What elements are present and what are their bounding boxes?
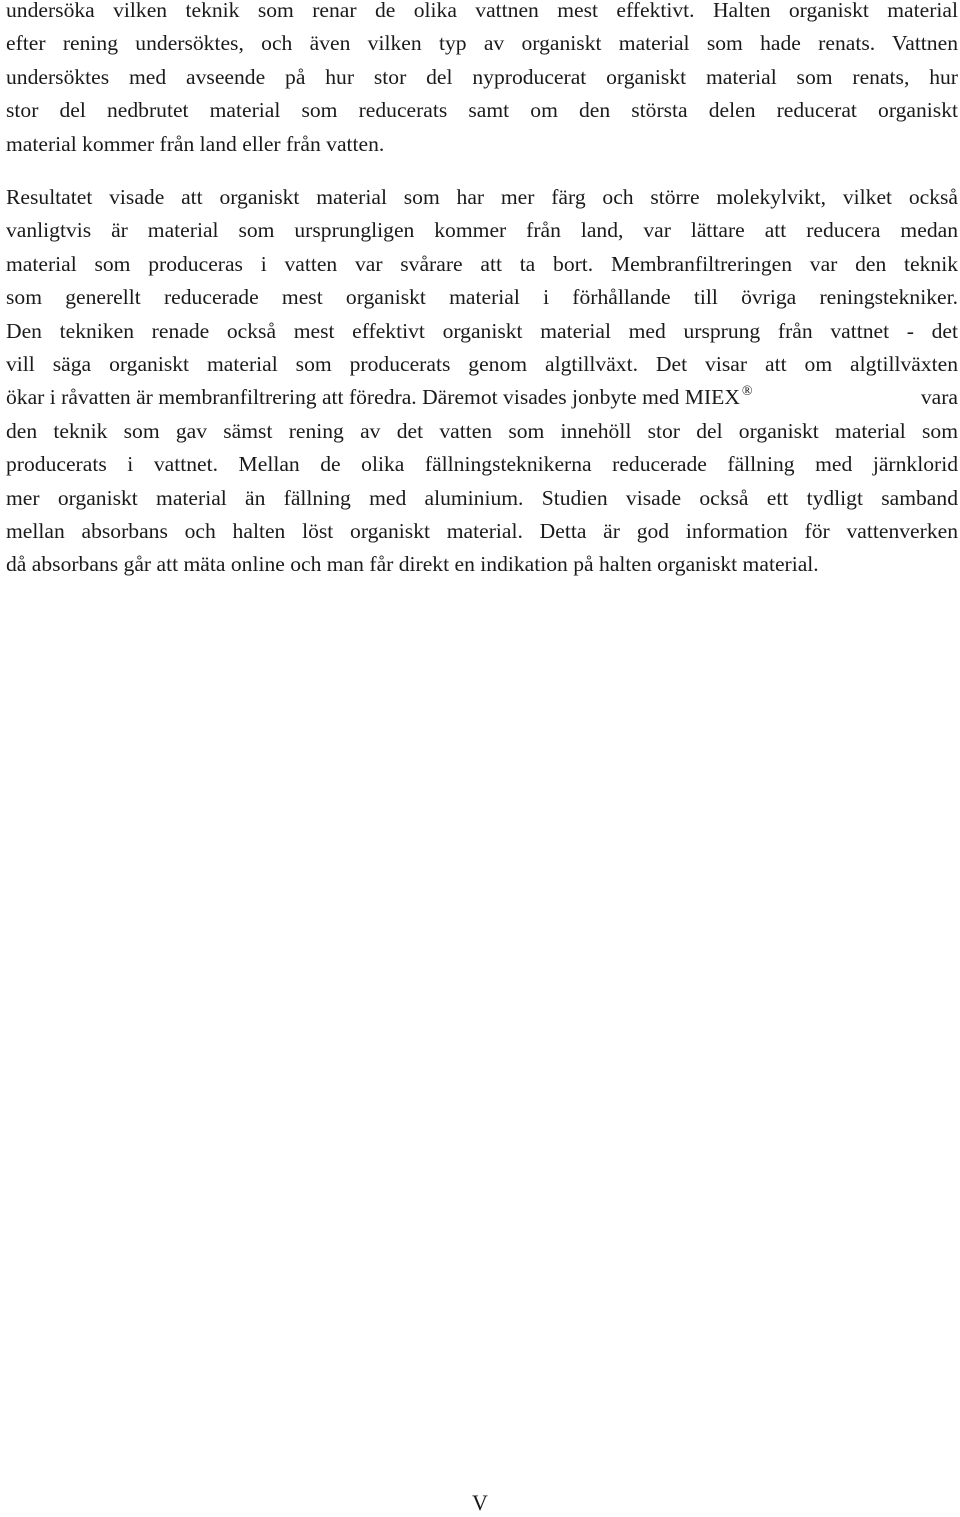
text-fragment: ökar i råvatten är membranfiltrering att föredra. Däremot visades jonbyte med MIEX ® <box>6 384 753 410</box>
text-line: vill säga organiskt material som producerats genom algtillväxt. Det visar att om algtillväxten <box>6 351 958 376</box>
text-line: Den tekniken renade också mest effektivt organiskt material med ursprung från vattnet - det <box>6 318 958 343</box>
text-line: producerats i vattnet. Mellan de olika fällningsteknikerna reducerade fällning med järnklorid <box>6 452 958 477</box>
text-line-miex <box>6 381 958 414</box>
text-line: som generellt reducerade mest organiskt material i förhållande till övriga reningstekniker. <box>6 285 958 310</box>
text-fragment: vara <box>920 385 958 410</box>
paragraph-results <box>6 181 958 582</box>
text-line: Resultatet visade att organiskt material som har mer färg och större molekylvikt, vilket också <box>6 185 958 209</box>
text-line: efter rening undersöktes, och även vilken typ av organiskt material som hade renats. Vattnen <box>6 31 958 56</box>
text-line: material kommer från land eller från vatten. <box>6 131 385 156</box>
text-line: undersöka vilken teknik som renar de olika vattnen mest effektivt. Halten organiskt material <box>6 0 958 22</box>
paragraph-method <box>6 0 958 161</box>
text-line: den teknik som gav sämst rening av det vatten som innehöll stor del organiskt material som <box>6 418 958 443</box>
text-line: mer organiskt material än fällning med aluminium. Studien visade också ett tydligt samband <box>6 485 958 510</box>
page-number: V <box>472 1490 488 1515</box>
text-line: undersöktes med avseende på hur stor del nyproducerat organiskt material som renats, hur <box>6 64 958 89</box>
text-line: mellan absorbans och halten löst organiskt material. Detta är god information för vattenverken <box>6 518 958 543</box>
text-line: då absorbans går att mäta online och man får direkt en indikation på halten organiskt material. <box>6 552 819 577</box>
registered-mark: ® <box>741 384 753 400</box>
text-line: material som produceras i vatten var svårare att ta bort. Membranfiltreringen var den teknik <box>6 251 958 276</box>
text-line: vanligtvis är material som ursprungligen kommer från land, var lättare att reducera medan <box>6 218 958 243</box>
text-line: stor del nedbrutet material som reducerats samt om den största delen reducerat organiskt <box>6 98 958 123</box>
